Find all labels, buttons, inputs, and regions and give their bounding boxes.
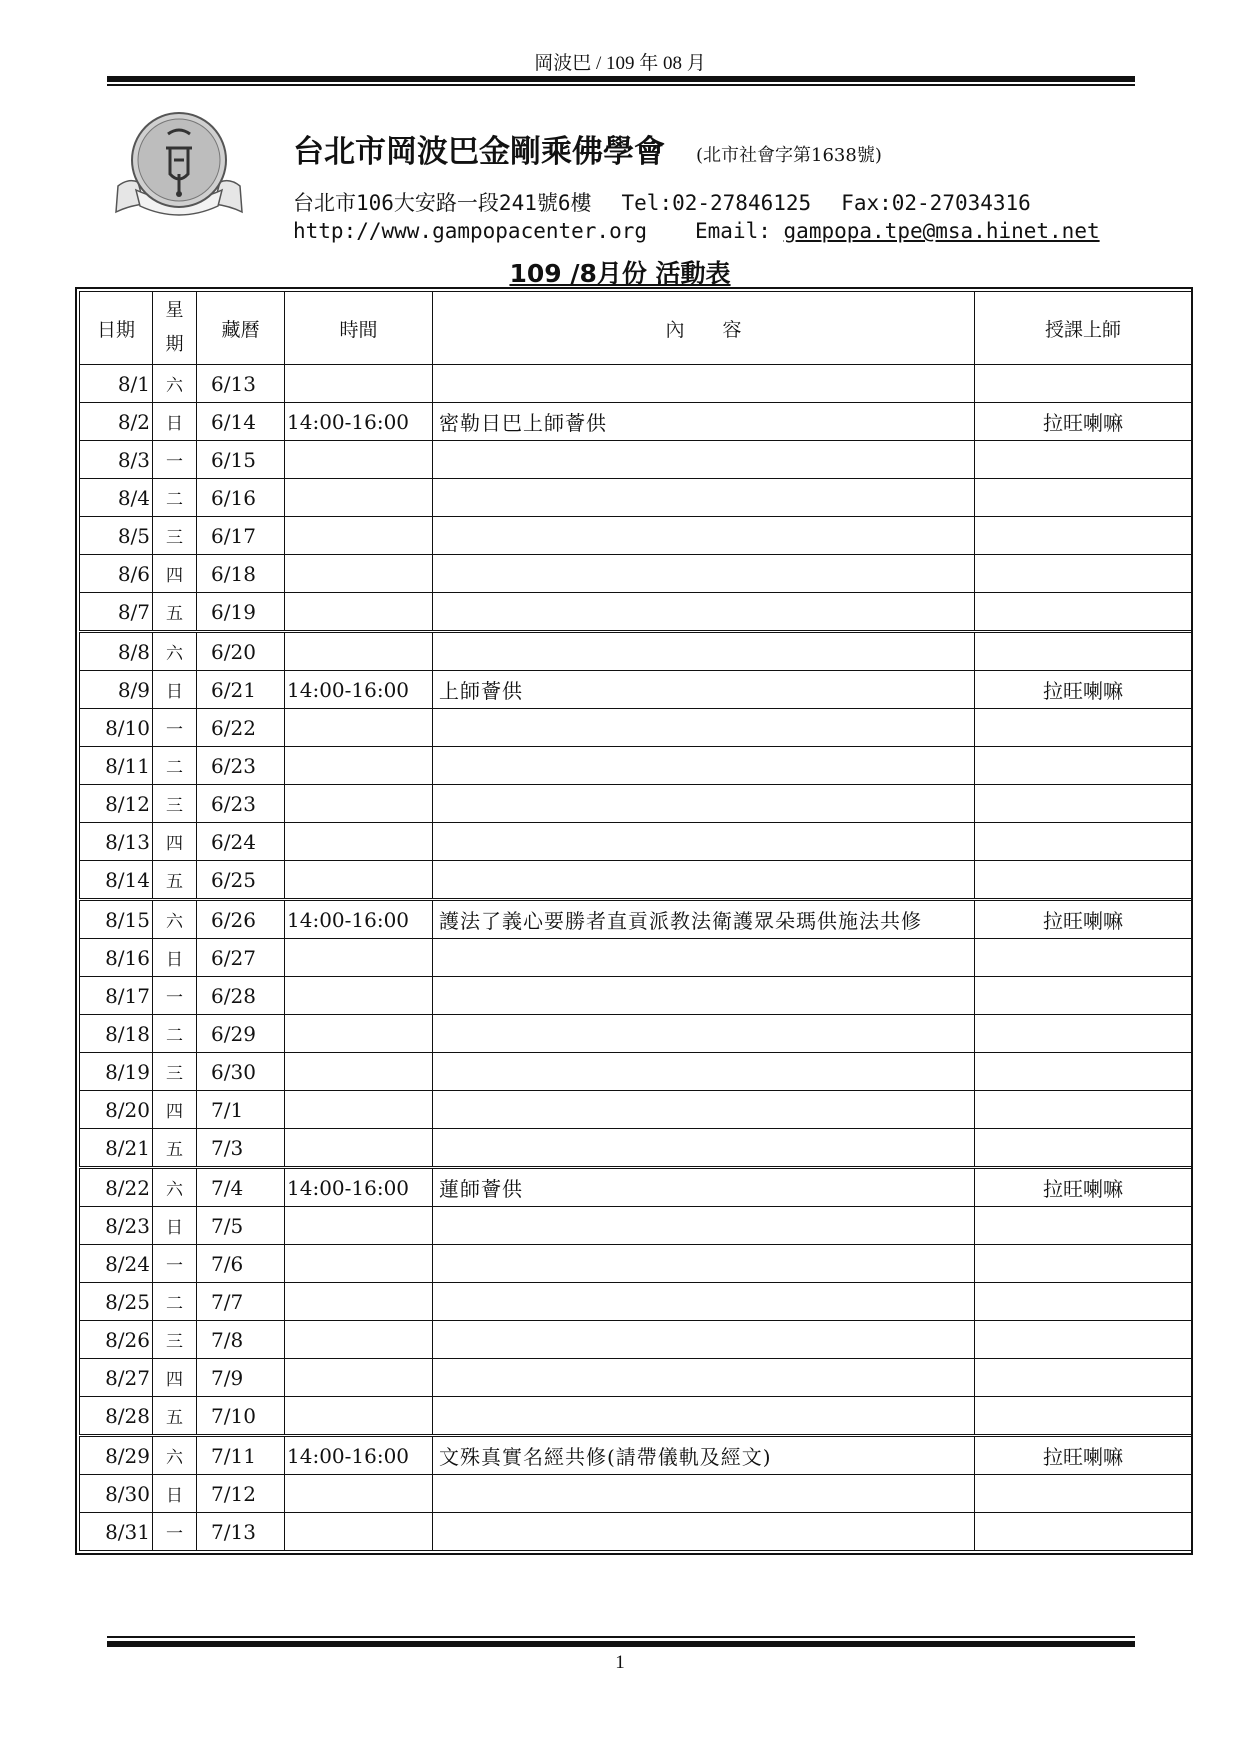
table-row: [80, 403, 1192, 441]
table-row: [80, 1245, 1192, 1283]
teacher-cell: [975, 1015, 1192, 1053]
weekday-cell: 三: [153, 1321, 197, 1359]
address: 台北市106大安路一段241號6樓: [293, 191, 592, 215]
weekday-cell: 四: [153, 555, 197, 593]
header-rule-thick: [107, 76, 1135, 82]
table-row: [80, 1283, 1192, 1321]
header-lunar: 藏曆: [197, 292, 285, 365]
fax: Fax:02-27034316: [841, 191, 1031, 215]
teacher-cell: [975, 517, 1192, 555]
table-row: [80, 861, 1192, 900]
content-cell: [433, 785, 975, 823]
table-row: [80, 939, 1192, 977]
date-cell: 8/24: [80, 1245, 153, 1283]
time-cell: [285, 1129, 433, 1168]
time-cell: [285, 441, 433, 479]
teacher-cell: [975, 785, 1192, 823]
header-rule-thin: [107, 84, 1135, 86]
teacher-cell: [975, 555, 1192, 593]
date-cell: 8/7: [80, 593, 153, 632]
teacher-cell: [975, 977, 1192, 1015]
time-cell: [285, 1397, 433, 1436]
content-cell: [433, 1129, 975, 1168]
content-cell: [433, 1091, 975, 1129]
lunar-date-cell: 7/12: [197, 1475, 285, 1513]
lunar-date-cell: 7/9: [197, 1359, 285, 1397]
teacher-cell: 拉旺喇嘛: [975, 1436, 1192, 1475]
time-cell: [285, 1091, 433, 1129]
lunar-date-cell: 6/29: [197, 1015, 285, 1053]
lunar-date-cell: 6/27: [197, 939, 285, 977]
schedule-title-text: 109 /8月份 活動表: [509, 259, 731, 288]
content-cell: [433, 1475, 975, 1513]
teacher-cell: [975, 1321, 1192, 1359]
content-cell: [433, 1053, 975, 1091]
teacher-cell: [975, 823, 1192, 861]
table-row: [80, 517, 1192, 555]
content-cell: [433, 939, 975, 977]
time-cell: [285, 1359, 433, 1397]
teacher-cell: 拉旺喇嘛: [975, 671, 1192, 709]
date-cell: 8/25: [80, 1283, 153, 1321]
weekday-cell: 四: [153, 823, 197, 861]
teacher-cell: [975, 747, 1192, 785]
content-cell: 蓮師薈供: [433, 1168, 975, 1207]
content-cell: [433, 441, 975, 479]
teacher-cell: [975, 1053, 1192, 1091]
time-cell: [285, 632, 433, 671]
teacher-cell: [975, 365, 1192, 403]
content-cell: [433, 517, 975, 555]
table-row: [80, 977, 1192, 1015]
date-cell: 8/30: [80, 1475, 153, 1513]
date-cell: 8/13: [80, 823, 153, 861]
weekday-cell: 二: [153, 1283, 197, 1321]
table-row: [80, 1513, 1192, 1551]
date-cell: 8/22: [80, 1168, 153, 1207]
content-cell: [433, 823, 975, 861]
header-teacher: 授課上師: [975, 292, 1192, 365]
teacher-cell: [975, 1397, 1192, 1436]
time-cell: [285, 479, 433, 517]
table-row: [80, 479, 1192, 517]
date-cell: 8/26: [80, 1321, 153, 1359]
weekday-cell: 一: [153, 977, 197, 1015]
content-cell: [433, 555, 975, 593]
table-header-row: [80, 292, 1192, 365]
time-cell: [285, 1475, 433, 1513]
date-cell: 8/5: [80, 517, 153, 555]
date-cell: 8/10: [80, 709, 153, 747]
table-row: [80, 555, 1192, 593]
lunar-date-cell: 7/11: [197, 1436, 285, 1475]
organization-name: 台北市岡波巴金剛乘佛學會: [293, 134, 665, 170]
lunar-date-cell: 6/21: [197, 671, 285, 709]
lunar-date-cell: 6/17: [197, 517, 285, 555]
date-cell: 8/28: [80, 1397, 153, 1436]
teacher-cell: [975, 1359, 1192, 1397]
date-cell: 8/16: [80, 939, 153, 977]
lunar-date-cell: 6/25: [197, 861, 285, 900]
lunar-date-cell: 7/8: [197, 1321, 285, 1359]
weekday-cell: 五: [153, 593, 197, 632]
teacher-cell: 拉旺喇嘛: [975, 1168, 1192, 1207]
time-cell: [285, 365, 433, 403]
date-cell: 8/4: [80, 479, 153, 517]
time-cell: [285, 977, 433, 1015]
weekday-cell: 六: [153, 1436, 197, 1475]
weekday-cell: 二: [153, 747, 197, 785]
date-cell: 8/9: [80, 671, 153, 709]
content-cell: [433, 632, 975, 671]
date-cell: 8/31: [80, 1513, 153, 1551]
time-cell: [285, 593, 433, 632]
contact-line-address: [293, 187, 1031, 217]
schedule-table-frame: [75, 287, 1193, 1555]
schedule-table-body: [80, 365, 1192, 1551]
teacher-cell: [975, 1091, 1192, 1129]
lunar-date-cell: 6/15: [197, 441, 285, 479]
teacher-cell: [975, 479, 1192, 517]
time-cell: [285, 747, 433, 785]
weekday-cell: 一: [153, 709, 197, 747]
teacher-cell: [975, 593, 1192, 632]
lunar-date-cell: 7/3: [197, 1129, 285, 1168]
weekday-cell: 日: [153, 1207, 197, 1245]
lunar-date-cell: 7/4: [197, 1168, 285, 1207]
time-cell: 14:00-16:00: [285, 403, 433, 441]
lunar-date-cell: 6/20: [197, 632, 285, 671]
time-cell: [285, 1283, 433, 1321]
date-cell: 8/2: [80, 403, 153, 441]
table-row: [80, 1129, 1192, 1168]
weekday-cell: 二: [153, 479, 197, 517]
contact-line-web: [293, 219, 1100, 243]
footer-rule-thin: [107, 1636, 1135, 1638]
lunar-date-cell: 6/14: [197, 403, 285, 441]
lunar-date-cell: 7/6: [197, 1245, 285, 1283]
content-cell: [433, 1207, 975, 1245]
telephone: Tel:02-27846125: [621, 191, 812, 215]
time-cell: [285, 517, 433, 555]
time-cell: [285, 1015, 433, 1053]
lunar-date-cell: 6/19: [197, 593, 285, 632]
organization-logo: [108, 108, 250, 230]
table-row: [80, 785, 1192, 823]
table-row: [80, 1053, 1192, 1091]
weekday-cell: 六: [153, 900, 197, 939]
content-cell: [433, 861, 975, 900]
weekday-cell: 五: [153, 1129, 197, 1168]
teacher-cell: [975, 709, 1192, 747]
weekday-cell: 日: [153, 403, 197, 441]
lunar-date-cell: 6/13: [197, 365, 285, 403]
teacher-cell: [975, 861, 1192, 900]
table-row: [80, 709, 1192, 747]
email-link[interactable]: gampopa.tpe@msa.hinet.net: [783, 219, 1100, 243]
date-cell: 8/17: [80, 977, 153, 1015]
content-cell: [433, 593, 975, 632]
teacher-cell: 拉旺喇嘛: [975, 900, 1192, 939]
content-cell: [433, 1397, 975, 1436]
header-date: 日期: [80, 292, 153, 365]
weekday-cell: 三: [153, 785, 197, 823]
schedule-table: [79, 291, 1192, 1551]
date-cell: 8/21: [80, 1129, 153, 1168]
weekday-cell: 日: [153, 939, 197, 977]
time-cell: 14:00-16:00: [285, 671, 433, 709]
lunar-date-cell: 6/24: [197, 823, 285, 861]
content-cell: [433, 1513, 975, 1551]
date-cell: 8/8: [80, 632, 153, 671]
table-row: [80, 900, 1192, 939]
weekday-cell: 五: [153, 1397, 197, 1436]
weekday-cell: 四: [153, 1359, 197, 1397]
teacher-cell: [975, 1475, 1192, 1513]
date-cell: 8/3: [80, 441, 153, 479]
lunar-date-cell: 7/1: [197, 1091, 285, 1129]
time-cell: [285, 785, 433, 823]
table-row: [80, 1321, 1192, 1359]
weekday-cell: 六: [153, 632, 197, 671]
weekday-cell: 一: [153, 1513, 197, 1551]
lunar-date-cell: 7/13: [197, 1513, 285, 1551]
date-cell: 8/18: [80, 1015, 153, 1053]
table-row: [80, 1397, 1192, 1436]
time-cell: [285, 555, 433, 593]
header-content: 內 容: [433, 292, 975, 365]
content-cell: [433, 1245, 975, 1283]
teacher-cell: [975, 632, 1192, 671]
table-row: [80, 441, 1192, 479]
lunar-date-cell: 6/18: [197, 555, 285, 593]
date-cell: 8/15: [80, 900, 153, 939]
table-row: [80, 1475, 1192, 1513]
time-cell: [285, 1513, 433, 1551]
table-row: [80, 1436, 1192, 1475]
time-cell: [285, 939, 433, 977]
table-row: [80, 747, 1192, 785]
table-row: [80, 1091, 1192, 1129]
content-cell: [433, 747, 975, 785]
table-row: [80, 823, 1192, 861]
header-time: 時間: [285, 292, 433, 365]
weekday-cell: 四: [153, 1091, 197, 1129]
table-row: [80, 1168, 1192, 1207]
teacher-cell: 拉旺喇嘛: [975, 403, 1192, 441]
content-cell: 密勒日巴上師薈供: [433, 403, 975, 441]
table-row: [80, 671, 1192, 709]
table-row: [80, 1207, 1192, 1245]
teacher-cell: [975, 1207, 1192, 1245]
organization-registration: (北市社會字第1638號): [696, 145, 882, 166]
content-cell: [433, 1359, 975, 1397]
lunar-date-cell: 6/16: [197, 479, 285, 517]
time-cell: [285, 1053, 433, 1091]
lunar-date-cell: 6/23: [197, 785, 285, 823]
time-cell: [285, 1207, 433, 1245]
time-cell: [285, 709, 433, 747]
weekday-cell: 六: [153, 1168, 197, 1207]
date-cell: 8/14: [80, 861, 153, 900]
weekday-cell: 五: [153, 861, 197, 900]
time-cell: 14:00-16:00: [285, 1168, 433, 1207]
time-cell: [285, 823, 433, 861]
content-cell: [433, 479, 975, 517]
lunar-date-cell: 7/10: [197, 1397, 285, 1436]
website-link[interactable]: http://www.gampopacenter.org: [293, 219, 648, 243]
date-cell: 8/11: [80, 747, 153, 785]
schedule-title: [0, 254, 1240, 290]
table-row: [80, 593, 1192, 632]
lunar-date-cell: 6/26: [197, 900, 285, 939]
teacher-cell: [975, 1129, 1192, 1168]
weekday-cell: 六: [153, 365, 197, 403]
teacher-cell: [975, 441, 1192, 479]
weekday-cell: 日: [153, 671, 197, 709]
footer-rule-thick: [107, 1641, 1135, 1647]
teacher-cell: [975, 1283, 1192, 1321]
table-row: [80, 365, 1192, 403]
content-cell: [433, 977, 975, 1015]
page-number: 1: [615, 1652, 625, 1673]
content-cell: [433, 1015, 975, 1053]
time-cell: [285, 1245, 433, 1283]
date-cell: 8/1: [80, 365, 153, 403]
time-cell: [285, 861, 433, 900]
content-cell: 護法了義心要勝者直貢派教法衛護眾朵瑪供施法共修: [433, 900, 975, 939]
teacher-cell: [975, 1513, 1192, 1551]
lunar-date-cell: 6/22: [197, 709, 285, 747]
date-cell: 8/27: [80, 1359, 153, 1397]
date-cell: 8/29: [80, 1436, 153, 1475]
lunar-date-cell: 6/28: [197, 977, 285, 1015]
header-weekday: 星 期: [153, 292, 197, 365]
email-label: Email:: [695, 219, 771, 243]
lunar-date-cell: 7/7: [197, 1283, 285, 1321]
teacher-cell: [975, 1245, 1192, 1283]
time-cell: 14:00-16:00: [285, 900, 433, 939]
table-row: [80, 632, 1192, 671]
table-row: [80, 1359, 1192, 1397]
content-cell: 文殊真實名經共修(請帶儀軌及經文): [433, 1436, 975, 1475]
date-cell: 8/23: [80, 1207, 153, 1245]
weekday-cell: 一: [153, 441, 197, 479]
date-cell: 8/12: [80, 785, 153, 823]
weekday-cell: 三: [153, 1053, 197, 1091]
content-cell: [433, 709, 975, 747]
weekday-cell: 日: [153, 1475, 197, 1513]
lunar-date-cell: 7/5: [197, 1207, 285, 1245]
content-cell: [433, 365, 975, 403]
lunar-date-cell: 6/23: [197, 747, 285, 785]
time-cell: 14:00-16:00: [285, 1436, 433, 1475]
weekday-cell: 二: [153, 1015, 197, 1053]
content-cell: 上師薈供: [433, 671, 975, 709]
lunar-date-cell: 6/30: [197, 1053, 285, 1091]
content-cell: [433, 1321, 975, 1359]
running-header: 岡波巴 / 109 年 08 月: [534, 53, 706, 74]
time-cell: [285, 1321, 433, 1359]
weekday-cell: 三: [153, 517, 197, 555]
teacher-cell: [975, 939, 1192, 977]
table-row: [80, 1015, 1192, 1053]
date-cell: 8/20: [80, 1091, 153, 1129]
date-cell: 8/19: [80, 1053, 153, 1091]
weekday-cell: 一: [153, 1245, 197, 1283]
date-cell: 8/6: [80, 555, 153, 593]
content-cell: [433, 1283, 975, 1321]
